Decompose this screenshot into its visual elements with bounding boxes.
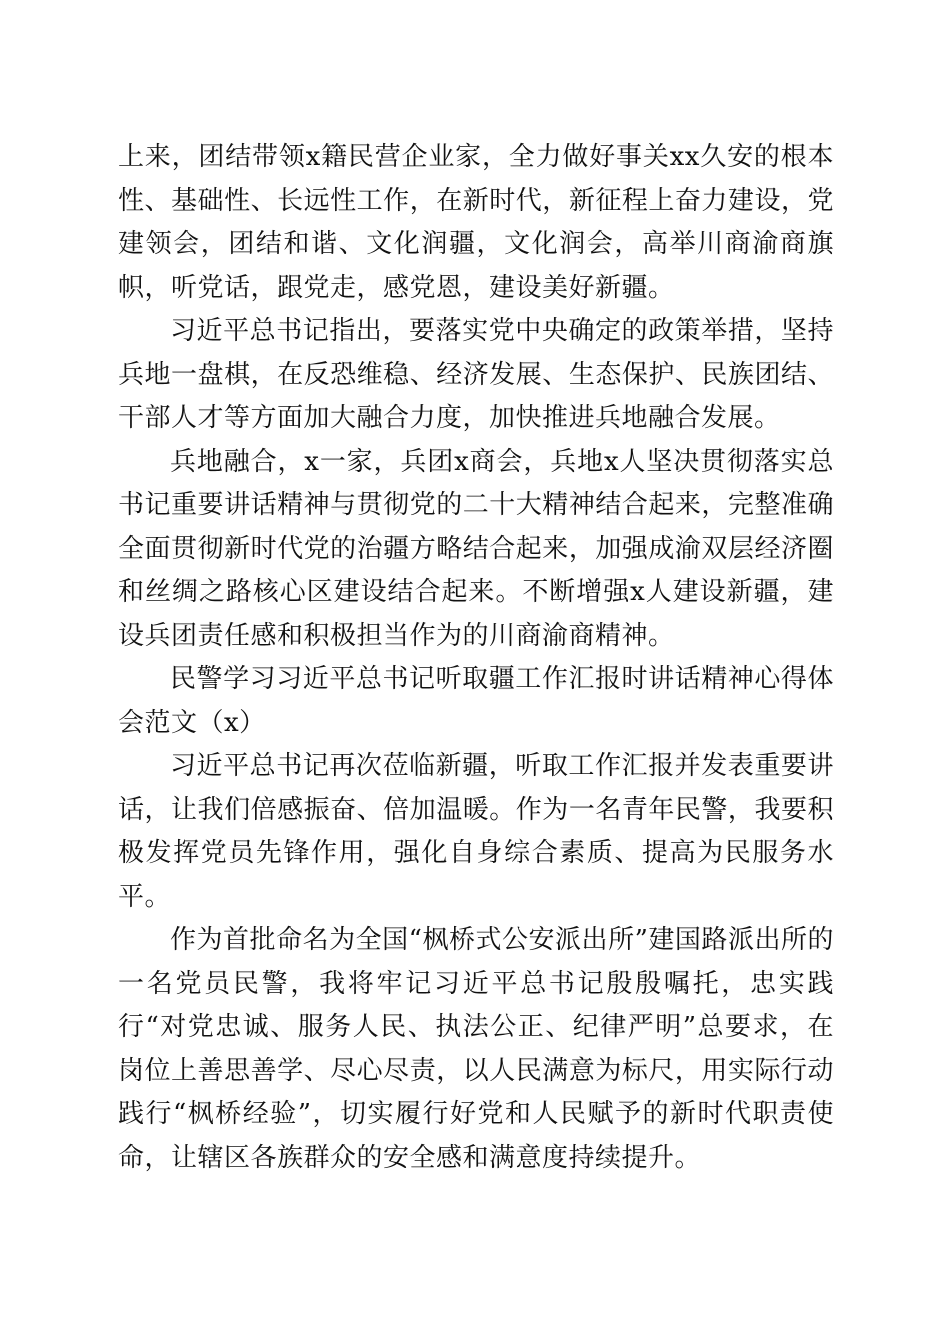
paragraph: 习近平总书记指出，要落实党中央确定的政策举措，坚持兵地一盘棋，在反恐维稳、经济发展、生态保护、民族团结、干部人才等方面加大融合力度，加快推进兵地融合发展。	[118, 316, 834, 433]
paragraph: 习近平总书记再次莅临新疆，听取工作汇报并发表重要讲话，让我们倍感振奋、倍加温暖。作为一名青年民警，我要积极发挥党员先锋作用，强化自身综合素质、提高为民服务水平。	[118, 751, 834, 912]
paragraph: 兵地融合，x一家，兵团x商会，兵地x人坚决贯彻落实总书记重要讲话精神与贯彻党的二十大精神结合起来，完整准确全面贯彻新时代党的治疆方略结合起来，加强成渝双层经济圈和丝绸之路核心区建设结合起来。不断增强x人建设新疆，建设兵团责任感和积极担当作为的川商渝商精神。	[118, 446, 834, 651]
paragraph: 作为首批命名为全国“枫桥式公安派出所”建国路派出所的一名党员民警，我将牢记习近平总书记殷殷嘱托，忠实践行“对党忠诚、服务人民、执法公正、纪律严明”总要求，在岗位上善思善学、尽心尽责，以人民满意为标尺，用实际行动践行“枫桥经验”，切实履行好党和人民赋予的新时代职责使命，让辖区各族群众的安全感和满意度持续提升。	[118, 925, 834, 1173]
section-heading: 民警学习习近平总书记听取疆工作汇报时讲话精神心得体会范文（x）	[118, 664, 834, 738]
paragraph-continuation: 上来，团结带领x籍民营企业家，全力做好事关xx久安的根本性、基础性、长远性工作，在新时代，新征程上奋力建设，党建领会，团结和谐、文化润疆，文化润会，高举川商渝商旗帜，听党话，跟党走，感党恩，建设美好新疆。	[118, 142, 834, 303]
document-body	[118, 136, 834, 1180]
